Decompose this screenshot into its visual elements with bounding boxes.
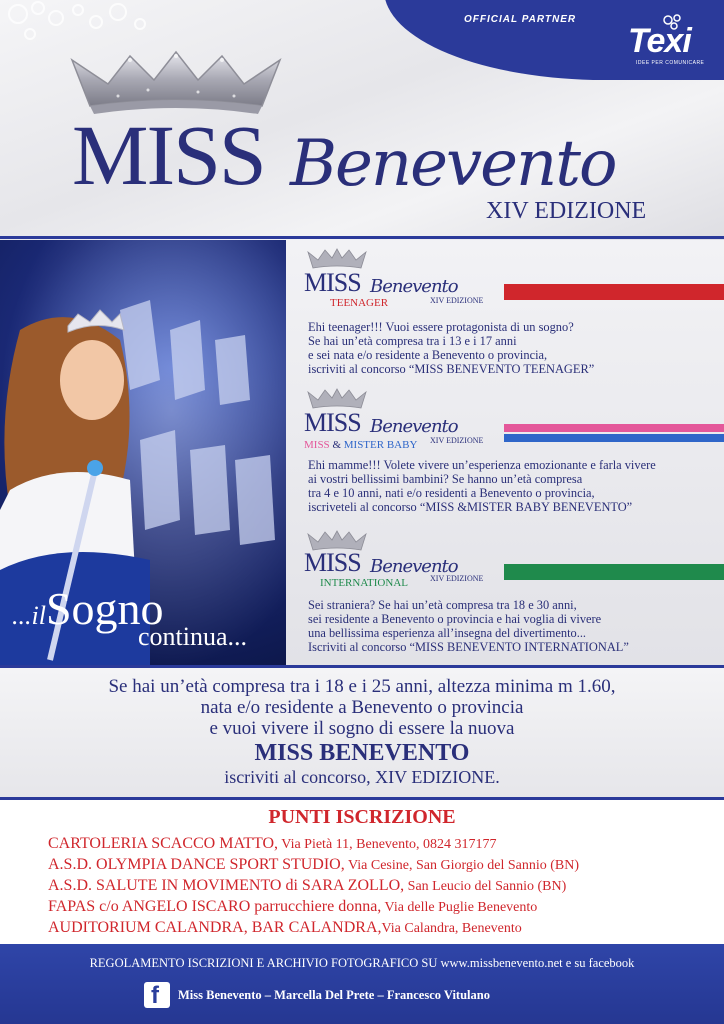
point-name: AUDITORIUM CALANDRA, BAR CALANDRA, (48, 919, 382, 936)
logo-benevento-text: Benevento (290, 127, 616, 201)
point-name: A.S.D. OLYMPIA DANCE SPORT STUDIO, (48, 856, 345, 873)
tag-miss: MISS (304, 439, 330, 451)
cta-subtitle: iscriviti al concorso, XIV EDIZIONE. (224, 767, 500, 787)
section-edition: XIV EDIZIONE (430, 296, 484, 305)
facebook-icon[interactable] (144, 982, 170, 1008)
pink-stripe (504, 424, 724, 432)
blue-stripe (504, 434, 724, 442)
section-description: Sei straniera? Se hai un’età compresa tra 18 e 30 anni, sei residente a Benevento o provincia e hai voglia di vivere una bellissima esperienza all’insegna del divertimento... Iscriviti al concorso “MISS BENEVENTO INTERNATIONAL” (308, 598, 629, 654)
sogno-big-text: Sogno (45, 583, 164, 634)
red-stripe (504, 284, 724, 300)
cta-title: MISS BENEVENTO (254, 740, 470, 766)
section-tag-baby (304, 440, 417, 451)
point-address: Via Pietà 11, Benevento, 0824 317177 (278, 837, 497, 852)
sogno-continua-text: continua... (138, 622, 248, 651)
header-banner (0, 0, 724, 240)
facebook-glyph: f (151, 982, 159, 1009)
section-edition: XIV EDIZIONE (430, 436, 484, 445)
logo-miss-text: MISS (72, 107, 265, 203)
section-tag-international: INTERNATIONAL (320, 577, 408, 589)
list-item (48, 876, 708, 897)
cta-line-1: Se hai un’età compresa tra i 18 e i 25 anni, altezza minima m 1.60, (108, 676, 616, 697)
point-address: San Leucio del Sannio (BN) (404, 879, 567, 894)
section-description: Ehi mamme!!! Volete vivere un’esperienza emozionante e farla vivere ai vostri bellissimi bambini? Se hanno un’età compresa tra 4 e 10 anni, nati e/o residenti a Benevento o provincia, iscriveteli al concorso “MISS &MISTER BABY BENEVENTO” (308, 458, 656, 514)
list-item (48, 855, 708, 876)
mini-crown-icon (306, 248, 368, 270)
point-address: Via Calandra, Benevento (381, 921, 522, 936)
section-logo-miss: MISS (304, 268, 361, 297)
section-tag-teenager: TEENAGER (330, 297, 389, 309)
point-address: Via delle Puglie Benevento (381, 900, 538, 915)
section-logo-benevento: Benevento (370, 416, 458, 437)
section-description: Ehi teenager!!! Vuoi essere protagonista di un sogno? Se hai un’età compresa tra i 13 e i 17 anni e sei nata e/o residente a Benevento o provincia, iscriviti al concorso “MISS BENEVENTO TEENAGER” (308, 320, 595, 376)
official-partner-label: OFFICIAL PARTNER (464, 14, 577, 25)
partner-logo: Texi (628, 22, 691, 60)
sogno-dots-text: ...il (12, 601, 46, 630)
section-edition: XIV EDIZIONE (430, 574, 484, 583)
section-logo-miss: MISS (304, 408, 361, 437)
section-logo-benevento: Benevento (370, 276, 458, 297)
footer-regulation-text: REGOLAMENTO ISCRIZIONI E ARCHIVIO FOTOGRAFICO SU www.missbenevento.net e su facebook (89, 956, 635, 970)
category-sections (286, 240, 724, 666)
green-stripe (504, 564, 724, 580)
registration-points-list (48, 834, 708, 939)
point-name: A.S.D. SALUTE IN MOVIMENTO di SARA ZOLLO, (48, 877, 405, 894)
mini-crown-icon (306, 388, 368, 410)
list-item (48, 897, 708, 918)
registration-points-title: PUNTI ISCRIZIONE (268, 806, 456, 828)
tag-mister-baby: MISTER BABY (343, 439, 418, 451)
cta-line-2: nata e/o residente a Benevento o provincia (200, 697, 524, 718)
header-divider (0, 236, 724, 239)
section-logo-miss: MISS (304, 548, 361, 577)
footer-organizers-text: Miss Benevento – Marcella Del Prete – Francesco Vitulano (178, 988, 490, 1002)
point-name: FAPAS c/o ANGELO ISCARO parrucchiere donna, (48, 898, 382, 915)
cta-line-3: e vuoi vivere il sogno di essere la nuova (209, 718, 515, 739)
partner-tagline: IDEE PER COMUNICARE (636, 60, 705, 66)
point-address: Via Cesine, San Giorgio del Sannio (BN) (344, 858, 580, 873)
section-logo-benevento: Benevento (370, 556, 458, 577)
main-call-to-action (0, 668, 724, 800)
list-item (48, 834, 708, 855)
list-item (48, 918, 708, 939)
edition-label: XIV EDIZIONE (486, 198, 647, 224)
point-name: CARTOLERIA SCACCO MATTO, (48, 835, 279, 852)
tag-amp: & (332, 439, 341, 451)
